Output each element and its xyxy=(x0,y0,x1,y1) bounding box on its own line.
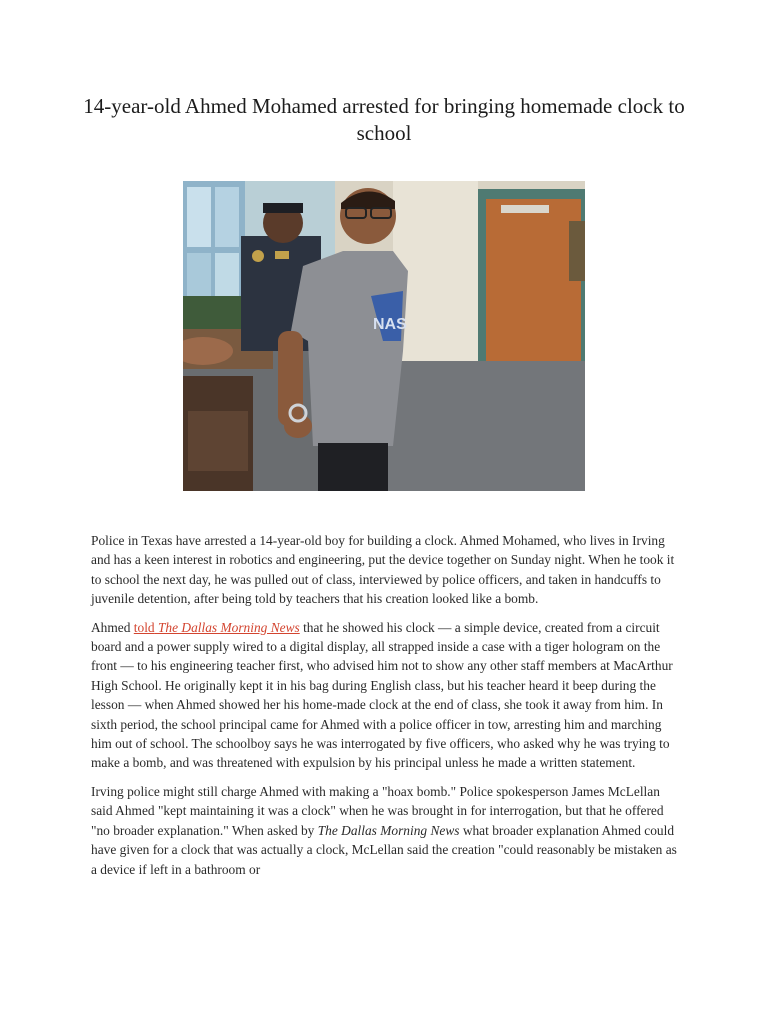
article-photo xyxy=(183,181,585,491)
svg-text:NAS: NAS xyxy=(373,316,407,333)
paragraph-3 xyxy=(91,782,681,879)
dallas-morning-news-link[interactable] xyxy=(134,620,300,635)
article-body xyxy=(91,531,681,888)
link-told-text: told xyxy=(133,619,155,635)
paragraph-3-part-2: what broader explanation Ahmed could have given for a clock that was actually a clock, McLellan said the creation "could reasonably be mistaken as a device if left in a bathroom or xyxy=(91,822,677,877)
paragraph-2-rest: that he showed his clock — a simple device, created from a circuit board and a power supply wired to a digital display, all strapped inside a case with a tiger hologram on the front — to his engineering teacher first, who advised him not to show any other staff members at MacArthur High School. He originally kept it in his bag during English class, but his teacher heard it beep during the lesson — when Ahmed showed her his home-made clock at the end of class, she took it away from him. In sixth period, the school principal came for Ahmed with a police officer in tow, arresting him and marching him out of school. The schoolboy says he was interrogated by five officers, who asked why he was trying to make a bomb, and was threatened with expulsion by his principal unless he made a written statement. xyxy=(91,619,673,771)
photo-illustration xyxy=(183,181,585,491)
paragraph-2 xyxy=(91,618,681,773)
link-publication-text: The Dallas Morning News xyxy=(157,619,300,635)
article-title: 14-year-old Ahmed Mohamed arrested for bringing homemade clock to school xyxy=(83,94,685,145)
paragraph-3-part-1: Irving police might still charge Ahmed with making a "hoax bomb." Police spokesperson James McLellan said Ahmed "kept maintaining it was a clock" when he was brought in for interrogation, but that he offered "no broader explanation." When asked by xyxy=(91,783,664,838)
paragraph-2-prefix: Ahmed xyxy=(91,619,134,635)
paragraph-1: Police in Texas have arrested a 14-year-old boy for building a clock. Ahmed Mohamed, who lives in Irving and has a keen interest in robotics and engineering, put the device together on Sunday night. When he took it to school the next day, he was pulled out of class, interviewed by police officers, and taken in handcuffs to juvenile detention, after being told by teachers that his creation looked like a bomb. xyxy=(91,533,675,607)
paragraph-3-publication: The Dallas Morning News xyxy=(317,822,460,838)
